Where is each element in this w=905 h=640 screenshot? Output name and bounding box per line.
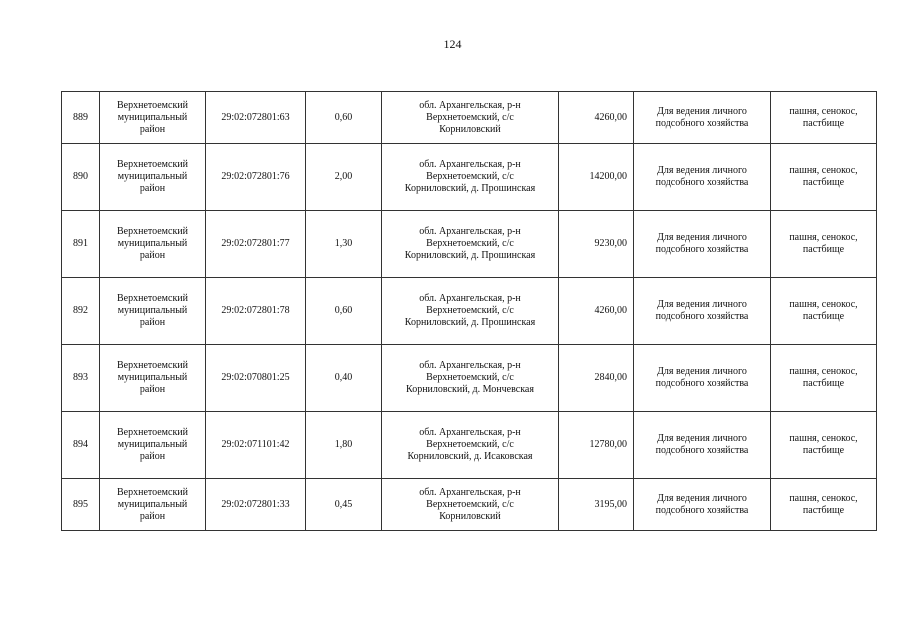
plot-size-cell: 0,60 xyxy=(306,92,382,144)
purpose-cell xyxy=(634,278,771,345)
district-cell-line: муниципальный xyxy=(117,305,188,316)
address-cell-line: обл. Архангельская, р-н xyxy=(419,486,521,498)
address-cell-line: обл. Архангельская, р-н xyxy=(419,226,521,237)
purpose-cell-line: подсобного хозяйства xyxy=(655,177,749,188)
district-cell xyxy=(100,144,206,211)
table-row xyxy=(62,211,877,278)
purpose-cell-line: подсобного хозяйства xyxy=(655,311,749,322)
land-type-cell-line: пастбище xyxy=(802,378,845,389)
purpose-cell-line: Для ведения личного xyxy=(657,433,747,444)
address-cell-line: Корниловский, д. Прошинская xyxy=(404,317,536,328)
purpose-cell xyxy=(634,479,771,531)
address-cell-line: Корниловский xyxy=(439,123,501,135)
address-cell xyxy=(382,144,559,211)
purpose-cell-line: Для ведения личного xyxy=(657,232,747,243)
land-type-cell-line: пастбище xyxy=(802,244,845,255)
district-cell xyxy=(100,345,206,412)
row-number-cell: 889 xyxy=(62,92,100,144)
table-row xyxy=(62,278,877,345)
district-cell xyxy=(100,92,206,144)
cadastral-number-cell: 29:02:072801:63 xyxy=(206,92,306,144)
table-row xyxy=(62,92,877,144)
purpose-cell-line: Для ведения личного xyxy=(657,165,747,176)
address-cell xyxy=(382,278,559,345)
row-number-cell: 894 xyxy=(62,412,100,479)
row-number-cell: 895 xyxy=(62,479,100,531)
plot-size-cell: 1,80 xyxy=(306,412,382,479)
district-cell-line: Верхнетоемский xyxy=(116,360,189,371)
district-cell-line: район xyxy=(139,123,166,135)
address-cell-line: Верхнетоемский, с/с xyxy=(426,171,514,182)
district-cell-line: муниципальный xyxy=(117,372,188,383)
table-row xyxy=(62,345,877,412)
land-type-cell xyxy=(771,479,877,531)
cadastral-number-cell: 29:02:071101:42 xyxy=(206,412,306,479)
address-cell xyxy=(382,92,559,144)
area-cell: 14200,00 xyxy=(559,144,634,211)
land-type-cell-line: пастбище xyxy=(802,311,845,322)
district-cell-line: район xyxy=(139,384,166,395)
district-cell-line: муниципальный xyxy=(117,238,188,249)
district-cell xyxy=(100,412,206,479)
purpose-cell-line: Для ведения личного xyxy=(657,492,747,504)
land-type-cell-line: пашня, сенокос, xyxy=(789,492,858,504)
land-type-cell-line: пашня, сенокос, xyxy=(789,433,858,444)
purpose-cell-line: подсобного хозяйства xyxy=(655,504,749,516)
purpose-cell-line: подсобного хозяйства xyxy=(655,378,749,389)
address-cell xyxy=(382,479,559,531)
land-type-cell xyxy=(771,144,877,211)
district-cell-line: муниципальный xyxy=(117,439,188,450)
address-cell-line: Корниловский, д. Прошинская xyxy=(404,183,536,194)
address-cell-line: Корниловский, д. Мончевская xyxy=(406,384,534,395)
district-cell-line: Верхнетоемский xyxy=(116,293,189,304)
land-type-cell xyxy=(771,278,877,345)
purpose-cell-line: Для ведения личного xyxy=(657,299,747,310)
land-type-cell-line: пастбище xyxy=(802,177,845,188)
district-cell xyxy=(100,278,206,345)
table-row xyxy=(62,479,877,531)
address-cell-line: обл. Архангельская, р-н xyxy=(419,99,521,111)
cadastral-number-cell: 29:02:070801:25 xyxy=(206,345,306,412)
purpose-cell xyxy=(634,345,771,412)
land-type-cell xyxy=(771,211,877,278)
row-number-cell: 892 xyxy=(62,278,100,345)
row-number-cell: 893 xyxy=(62,345,100,412)
district-cell-line: Верхнетоемский xyxy=(116,226,189,237)
address-cell-line: Верхнетоемский, с/с xyxy=(426,439,514,450)
address-cell xyxy=(382,412,559,479)
land-type-cell-line: пастбище xyxy=(802,504,845,516)
address-cell-line: Верхнетоемский, с/с xyxy=(426,305,514,316)
plot-size-cell: 0,40 xyxy=(306,345,382,412)
plot-size-cell: 0,60 xyxy=(306,278,382,345)
plot-size-cell: 1,30 xyxy=(306,211,382,278)
cadastral-number-cell: 29:02:072801:78 xyxy=(206,278,306,345)
district-cell-line: район xyxy=(139,250,166,261)
land-plots-table xyxy=(61,91,877,531)
row-number-cell: 891 xyxy=(62,211,100,278)
land-type-cell xyxy=(771,345,877,412)
table-row xyxy=(62,144,877,211)
purpose-cell-line: подсобного хозяйства xyxy=(655,117,749,129)
district-cell-line: муниципальный xyxy=(117,498,188,510)
address-cell-line: обл. Архангельская, р-н xyxy=(419,293,521,304)
district-cell-line: Верхнетоемский xyxy=(116,486,189,498)
cadastral-number-cell: 29:02:072801:76 xyxy=(206,144,306,211)
purpose-cell xyxy=(634,211,771,278)
purpose-cell-line: подсобного хозяйства xyxy=(655,445,749,456)
purpose-cell xyxy=(634,412,771,479)
district-cell-line: район xyxy=(139,317,166,328)
address-cell-line: Верхнетоемский, с/с xyxy=(426,111,514,123)
area-cell: 4260,00 xyxy=(559,92,634,144)
land-type-cell xyxy=(771,412,877,479)
land-type-cell-line: пашня, сенокос, xyxy=(789,165,858,176)
land-type-cell-line: пашня, сенокос, xyxy=(789,105,858,117)
cadastral-number-cell: 29:02:072801:33 xyxy=(206,479,306,531)
land-type-cell-line: пашня, сенокос, xyxy=(789,366,858,377)
area-cell: 12780,00 xyxy=(559,412,634,479)
district-cell-line: район xyxy=(139,183,166,194)
district-cell-line: Верхнетоемский xyxy=(116,159,189,170)
address-cell-line: Корниловский xyxy=(439,510,501,522)
land-type-cell-line: пашня, сенокос, xyxy=(789,232,858,243)
area-cell: 2840,00 xyxy=(559,345,634,412)
land-type-cell xyxy=(771,92,877,144)
district-cell-line: муниципальный xyxy=(117,111,188,123)
area-cell: 9230,00 xyxy=(559,211,634,278)
cadastral-number-cell: 29:02:072801:77 xyxy=(206,211,306,278)
land-type-cell-line: пастбище xyxy=(802,117,845,129)
district-cell xyxy=(100,211,206,278)
table-row xyxy=(62,412,877,479)
district-cell-line: район xyxy=(139,451,166,462)
plot-size-cell: 2,00 xyxy=(306,144,382,211)
district-cell-line: Верхнетоемский xyxy=(116,427,189,438)
plot-size-cell: 0,45 xyxy=(306,479,382,531)
address-cell-line: Верхнетоемский, с/с xyxy=(426,498,514,510)
address-cell-line: Корниловский, д. Прошинская xyxy=(404,250,536,261)
address-cell xyxy=(382,345,559,412)
district-cell xyxy=(100,479,206,531)
address-cell-line: обл. Архангельская, р-н xyxy=(419,360,521,371)
purpose-cell xyxy=(634,92,771,144)
area-cell: 4260,00 xyxy=(559,278,634,345)
purpose-cell xyxy=(634,144,771,211)
address-cell xyxy=(382,211,559,278)
page-number: 124 xyxy=(443,37,462,51)
address-cell-line: обл. Архангельская, р-н xyxy=(419,159,521,170)
land-type-cell-line: пашня, сенокос, xyxy=(789,299,858,310)
district-cell-line: Верхнетоемский xyxy=(116,99,189,111)
address-cell-line: Корниловский, д. Исаковская xyxy=(407,451,533,462)
row-number-cell: 890 xyxy=(62,144,100,211)
address-cell-line: обл. Архангельская, р-н xyxy=(419,427,521,438)
address-cell-line: Верхнетоемский, с/с xyxy=(426,238,514,249)
land-type-cell-line: пастбище xyxy=(802,445,845,456)
address-cell-line: Верхнетоемский, с/с xyxy=(426,372,514,383)
district-cell-line: муниципальный xyxy=(117,171,188,182)
purpose-cell-line: Для ведения личного xyxy=(657,366,747,377)
table-body xyxy=(62,92,877,531)
district-cell-line: район xyxy=(139,510,166,522)
area-cell: 3195,00 xyxy=(559,479,634,531)
purpose-cell-line: Для ведения личного xyxy=(657,105,747,117)
purpose-cell-line: подсобного хозяйства xyxy=(655,244,749,255)
